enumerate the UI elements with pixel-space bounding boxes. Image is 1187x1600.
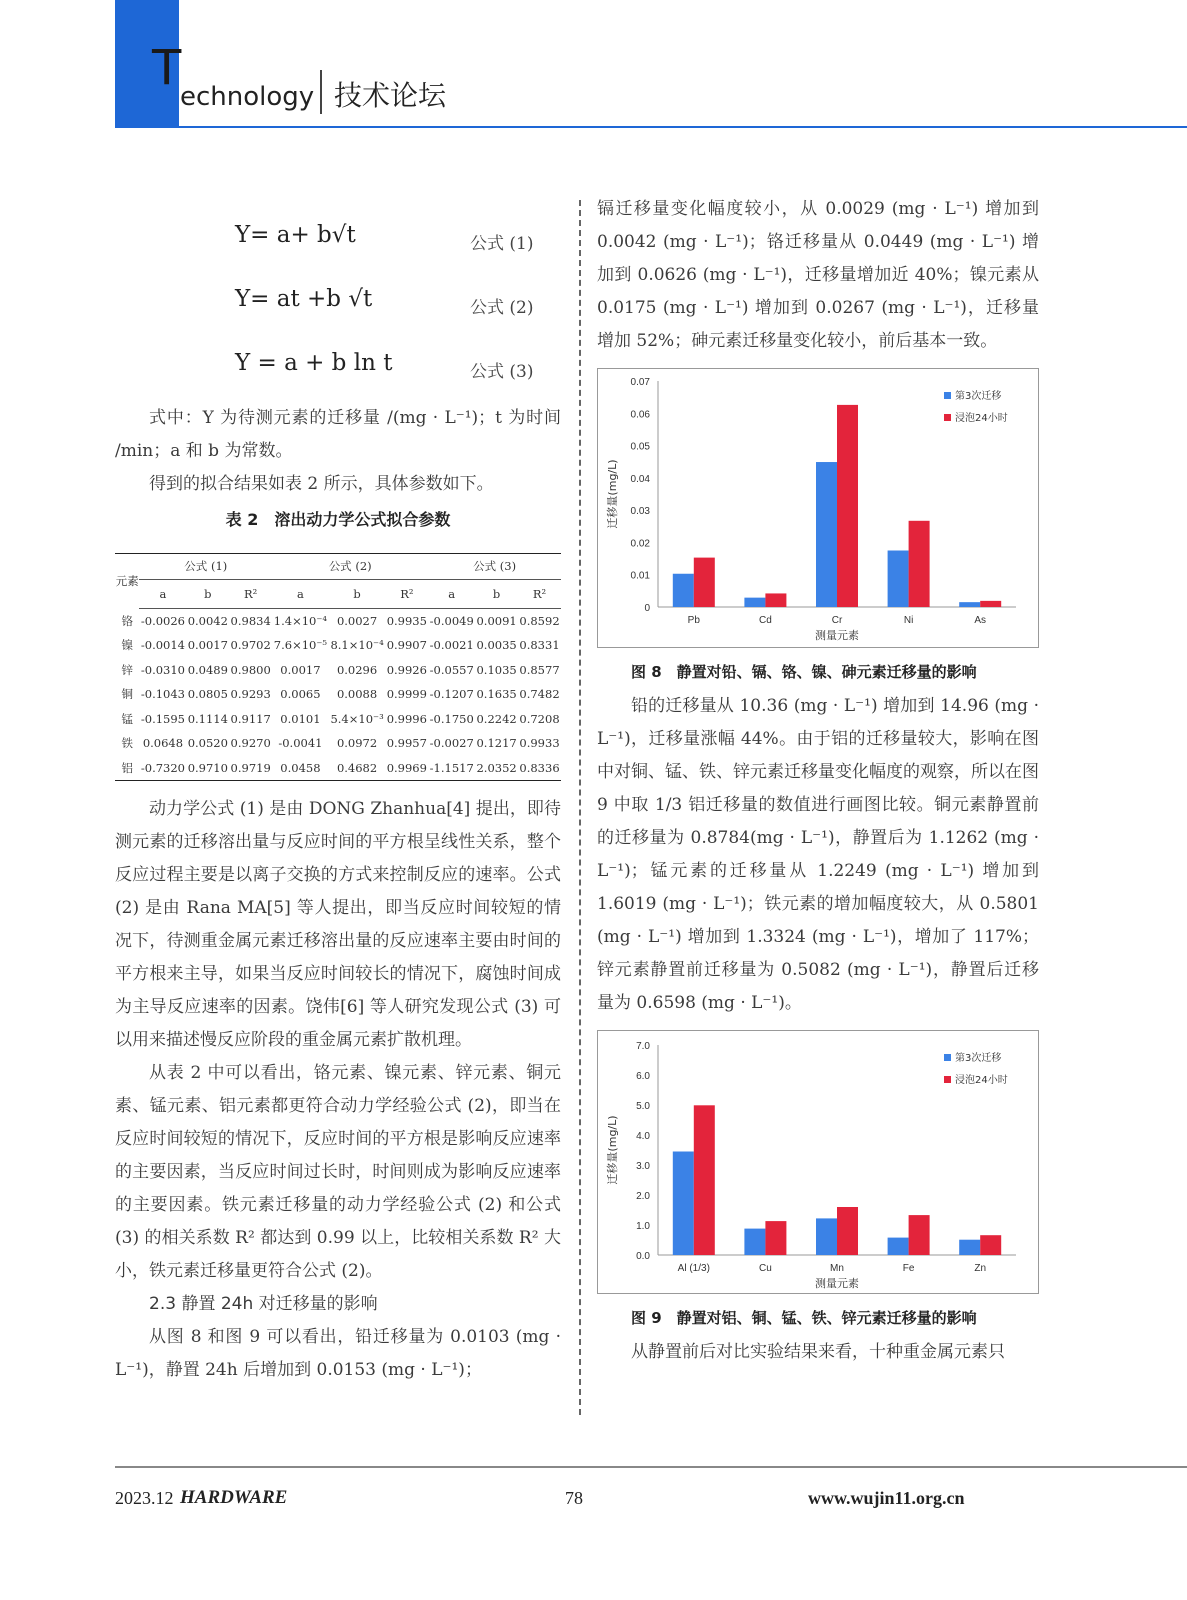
table-row-element: 锰 <box>121 711 133 726</box>
conclusion-text: 从静置前后对比实验结果来看，十种重金属元素只 <box>631 1342 1005 1362</box>
table-cell: 0.0805 <box>187 687 228 702</box>
formula-expression: Y= at +b √t <box>235 286 373 312</box>
table-cell: 0.1635 <box>476 687 517 702</box>
table-cell: 0.9702 <box>230 638 271 653</box>
y-tick-label: 4.0 <box>636 1131 650 1142</box>
table-cell: 0.0489 <box>187 662 228 677</box>
table-group-header: 公式 (3) <box>428 554 561 580</box>
figure-9-caption: 图 9 静置对铝、铜、锰、铁、锌元素迁移量的影响 <box>631 1309 977 1327</box>
table-subheader: b <box>329 579 386 608</box>
table-cell: -0.0049 <box>429 613 474 628</box>
table-subheader: b <box>475 579 518 608</box>
table-row <box>115 658 561 683</box>
table-cell: 0.9293 <box>230 687 271 702</box>
table-cell: 0.0027 <box>336 613 378 628</box>
legend-label: 第3次迁移 <box>955 1053 1002 1064</box>
table-cell: -0.1207 <box>429 687 474 702</box>
table-cell: -0.0041 <box>278 736 323 751</box>
legend-swatch <box>944 1054 951 1061</box>
table-header-element: 元素 <box>115 554 139 609</box>
table-cell: 0.0017 <box>187 638 228 653</box>
table-row-element: 铬 <box>121 613 133 628</box>
table-cell: 2.0352 <box>475 756 518 781</box>
chart-figure-8 <box>598 369 1038 647</box>
figure-8 <box>597 368 1039 648</box>
table-subheader: R² <box>229 579 272 608</box>
left-column <box>115 210 561 1387</box>
formula-label: 公式 (1) <box>470 234 534 254</box>
table-row <box>115 682 561 707</box>
table-cell: 0.0458 <box>272 756 329 781</box>
figure-9 <box>597 1030 1039 1294</box>
table-cell: 0.9710 <box>186 756 229 781</box>
page-number: 78 <box>565 1488 583 1508</box>
chart-figure-9 <box>598 1031 1038 1293</box>
table-row <box>115 608 561 633</box>
y-tick-label: 0.0 <box>636 1251 650 1262</box>
bar <box>673 1152 694 1256</box>
y-tick-label: 3.0 <box>636 1161 650 1172</box>
table-cell: -0.1750 <box>429 711 474 726</box>
bar <box>888 1238 909 1255</box>
bar <box>837 1207 858 1255</box>
bar <box>980 601 1001 607</box>
table-cell: 0.9926 <box>386 662 427 677</box>
table-subheader: R² <box>385 579 428 608</box>
bar <box>980 1235 1001 1255</box>
table-cell: 5.4×10⁻³ <box>330 711 384 726</box>
table-subheader: a <box>272 579 329 608</box>
table-cell: 0.0088 <box>336 687 378 702</box>
table-cell: 0.7208 <box>519 711 560 726</box>
table-cell: 0.9933 <box>519 736 560 751</box>
bar <box>765 593 786 607</box>
legend-label: 浸泡24小时 <box>955 413 1008 424</box>
table-cell: 0.0065 <box>280 687 321 702</box>
table-caption: 表 2 溶出动力学公式拟合参数 <box>225 510 451 529</box>
bar <box>959 1240 980 1255</box>
y-tick-label: 0.02 <box>630 538 650 550</box>
legend-swatch <box>944 414 951 421</box>
table-cell: 0.9719 <box>229 756 272 781</box>
table-row-element: 铁 <box>121 736 133 751</box>
table-row-element: 镍 <box>121 638 133 653</box>
table-row-element: 铜 <box>121 687 133 702</box>
table-cell: -0.0027 <box>429 736 474 751</box>
table-cell: -0.0310 <box>140 662 185 677</box>
fit-intro: 得到的拟合结果如表 2 所示，具体参数如下。 <box>149 474 494 494</box>
formula-explanation: 式中：Y 为待测元素的迁移量 /(mg · L⁻¹)；t 为时间 /min；a 和 b 为常数。 <box>115 408 561 461</box>
y-tick-label: 0.03 <box>630 506 650 518</box>
x-axis-title: 测量元素 <box>815 1277 859 1290</box>
table-cell: 1.4×10⁻⁴ <box>273 613 328 628</box>
header-word: echnology <box>180 82 315 112</box>
table-row-element: 锌 <box>121 662 133 677</box>
header-section-title: 技术论坛 <box>334 79 447 112</box>
table-cell: 0.9996 <box>386 711 427 726</box>
y-tick-label: 6.0 <box>636 1071 650 1082</box>
bar <box>744 598 765 607</box>
bar <box>694 558 715 607</box>
table-cell: 0.0017 <box>280 662 321 677</box>
y-tick-label: 0.06 <box>630 409 650 421</box>
table-cell: -0.0021 <box>429 638 474 653</box>
figure-8-caption: 图 8 静置对铅、镉、铬、镍、砷元素迁移量的影响 <box>631 663 977 681</box>
table-subheader: R² <box>518 579 561 608</box>
formula-1 <box>115 210 561 274</box>
table-cell: 7.6×10⁻⁵ <box>273 638 328 653</box>
table-cell: 0.9935 <box>386 613 427 628</box>
y-tick-label: 2.0 <box>636 1191 650 1202</box>
table-cell: -0.1043 <box>140 687 185 702</box>
x-tick-label: Cr <box>831 615 843 626</box>
table-row <box>115 633 561 658</box>
footer-url: www.wujin11.org.cn <box>808 1488 965 1508</box>
table-cell: 0.0296 <box>336 662 378 677</box>
section-heading: 2.3 静置 24h 对迁移量的影响 <box>149 1294 378 1314</box>
table-cell: 0.0042 <box>187 613 228 628</box>
table-cell: 0.1114 <box>187 711 228 726</box>
bar <box>765 1221 786 1255</box>
table-cell: 0.8592 <box>519 613 560 628</box>
table-cell: -0.7320 <box>139 756 186 781</box>
table-cell: -0.0026 <box>140 613 185 628</box>
formula-expression: Y= a+ b√t <box>235 222 356 248</box>
y-tick-label: 0 <box>644 603 650 614</box>
x-tick-label: As <box>974 615 987 626</box>
formula-2 <box>115 274 561 338</box>
y-tick-label: 1.0 <box>636 1221 650 1232</box>
table-cell: 0.7482 <box>519 687 560 702</box>
kinetics-table <box>115 553 561 781</box>
cadmium-chromium-nickel-text: 镉迁移量变化幅度较小，从 0.0029 (mg · L⁻¹) 增加到 0.0042 (mg · L⁻¹)；铬迁移量从 0.0449 (mg · L⁻¹) 增加到 0.0626 (mg · L⁻¹)，迁移量增加近 40%；镍元素从 0.0175 (mg · L⁻¹) 增加到 0.0267 (mg · L⁻¹)，迁移量增加 52%；砷元素迁移量变化较小，前后基本一致。 <box>597 199 1039 351</box>
table-cell: -0.0557 <box>429 662 474 677</box>
bar <box>673 574 694 607</box>
x-tick-label: Pb <box>687 615 700 626</box>
kinetics-discussion: 动力学公式 (1) 是由 DONG Zhanhua[4] 提出，即待测元素的迁移溶出量与反应时间的平方根呈线性关系，整个反应过程主要是以离子交换的方式来控制反应的速率。公式 (2) 是由 Rana MA[5] 等人提出，即当反应时间较短的情况下，待测重金属元素迁移溶出量的反应速率主要由时间的平方根来主导，如果当反应时间较长的情况下，腐蚀时间成为主导反应速率的因素。饶伟[6] 等人研究发现公式 (3) 可以用来描述慢反应阶段的重金属元素扩散机理。 <box>115 799 561 1050</box>
table-cell: 0.9270 <box>230 736 271 751</box>
aluminium-text: 铅的迁移量从 10.36 (mg · L⁻¹) 增加到 14.96 (mg · L⁻¹)，迁移量涨幅 44%。由于铝的迁移量较大，影响在图中对铜、锰、铁、锌元素迁移量变化幅度的观察，所以在图 9 中取 1/3 铝迁移量的数值进行画图比较。铜元素静置前的迁移量为 0.8784(mg · L⁻¹)，静置后为 1.1262 (mg · L⁻¹)；锰元素的迁移量从 1.2249 (mg · L⁻¹) 增加到 1.6019 (mg · L⁻¹)；铁元素的增加幅度较大，从 0.5801 (mg · L⁻¹) 增加到 1.3324 (mg · L⁻¹)，增加了 117%；锌元素静置前迁移量为 0.5082 (mg · L⁻¹)，静置后迁移量为 0.6598 (mg · L⁻¹)。 <box>597 696 1039 1013</box>
table-cell: 0.9969 <box>385 756 428 781</box>
bar <box>816 462 837 607</box>
table-cell: 0.8577 <box>519 662 560 677</box>
y-tick-label: 0.05 <box>630 441 650 453</box>
bar <box>837 405 858 607</box>
table-cell: 0.9907 <box>386 638 427 653</box>
table-cell: 0.2242 <box>476 711 517 726</box>
legend-swatch <box>944 1076 951 1083</box>
table-cell: 0.9957 <box>386 736 427 751</box>
table-cell: 8.1×10⁻⁴ <box>330 638 384 653</box>
y-tick-label: 5.0 <box>636 1101 650 1112</box>
table-cell: 0.9800 <box>230 662 271 677</box>
x-tick-label: Zn <box>974 1263 987 1274</box>
y-tick-label: 0.07 <box>630 377 650 388</box>
table-row <box>115 756 561 781</box>
x-tick-label: Ni <box>903 615 914 626</box>
x-tick-label: Al (1/3) <box>677 1263 710 1274</box>
header-separator <box>320 70 322 114</box>
bar <box>909 1215 930 1255</box>
right-column <box>597 193 1039 1369</box>
table-group-header: 公式 (1) <box>139 554 272 580</box>
table-cell: 0.0648 <box>142 736 184 751</box>
column-divider <box>579 200 581 1415</box>
bar <box>694 1105 715 1255</box>
bar <box>959 602 980 607</box>
footer-date: 2023.12 <box>115 1488 174 1508</box>
y-tick-label: 7.0 <box>636 1041 650 1052</box>
table-row-element: 铝 <box>115 756 139 781</box>
bar <box>909 521 930 607</box>
x-tick-label: Mn <box>830 1263 844 1274</box>
table-subheader-row <box>115 579 561 608</box>
table-cell: 0.0520 <box>187 736 228 751</box>
table-subheader: b <box>186 579 229 608</box>
table-cell: 0.1035 <box>476 662 517 677</box>
table-subheader: a <box>139 579 186 608</box>
y-tick-label: 0.04 <box>630 473 650 485</box>
table-cell: 0.0972 <box>336 736 378 751</box>
x-axis-title: 测量元素 <box>815 629 859 642</box>
table-analysis: 从表 2 中可以看出，铬元素、镍元素、锌元素、铜元素、锰元素、铝元素都更符合动力学经验公式 (2)，即当在反应时间较短的情况下，反应时间的平方根是影响反应速率的主要因素，当反应时间过长时，时间则成为影响反应速率的主要因素。铁元素迁移量的动力学经验公式 (2) 和公式 (3) 的相关系数 R² 都达到 0.99 以上，比较相关系数 R² 大小，铁元素迁移量更符合公式 (2)。 <box>115 1063 561 1281</box>
table-cell: -0.0014 <box>140 638 185 653</box>
table-body <box>115 608 561 781</box>
table-cell: 0.0035 <box>476 638 517 653</box>
legend-label: 第3次迁移 <box>955 391 1002 402</box>
header-rule <box>115 126 1187 128</box>
table-cell: 0.1217 <box>476 736 517 751</box>
table-cell: -0.1595 <box>140 711 185 726</box>
bar <box>744 1229 765 1255</box>
bar <box>816 1218 837 1255</box>
y-tick-label: 0.01 <box>630 570 650 582</box>
bar <box>888 551 909 608</box>
x-tick-label: Cu <box>759 1263 772 1274</box>
table-row <box>115 707 561 732</box>
table-group-header: 公式 (2) <box>272 554 428 580</box>
table-row <box>115 731 561 756</box>
table-cell: 0.8331 <box>519 638 560 653</box>
table-cell: 0.9834 <box>230 613 271 628</box>
table-cell: 0.9117 <box>230 711 271 726</box>
y-axis-title: 迁移量(mg/L) <box>606 459 619 529</box>
legend-swatch <box>944 392 951 399</box>
formula-expression: Y = a + b ln t <box>235 350 393 376</box>
y-axis-title: 迁移量(mg/L) <box>606 1115 619 1185</box>
table-cell: 0.9999 <box>386 687 427 702</box>
footer-magazine: HARDWARE <box>180 1487 288 1508</box>
table-subheader: a <box>428 579 475 608</box>
table-cell: -1.1517 <box>428 756 475 781</box>
table-cell: 0.0091 <box>476 613 517 628</box>
header-initial: T <box>152 40 182 96</box>
formula-label: 公式 (3) <box>470 362 534 382</box>
x-tick-label: Fe <box>902 1263 915 1274</box>
x-tick-label: Cd <box>759 615 772 626</box>
table-cell: 0.4682 <box>329 756 386 781</box>
footer-rule <box>115 1466 1187 1468</box>
lead-result: 从图 8 和图 9 可以看出，铅迁移量为 0.0103 (mg · L⁻¹)，静置 24h 后增加到 0.0153 (mg · L⁻¹)； <box>115 1327 561 1380</box>
formula-label: 公式 (2) <box>470 298 534 318</box>
table-cell: 0.0101 <box>280 711 321 726</box>
table-cell: 0.8336 <box>518 756 561 781</box>
legend-label: 浸泡24小时 <box>955 1075 1008 1086</box>
formula-3 <box>115 338 561 402</box>
